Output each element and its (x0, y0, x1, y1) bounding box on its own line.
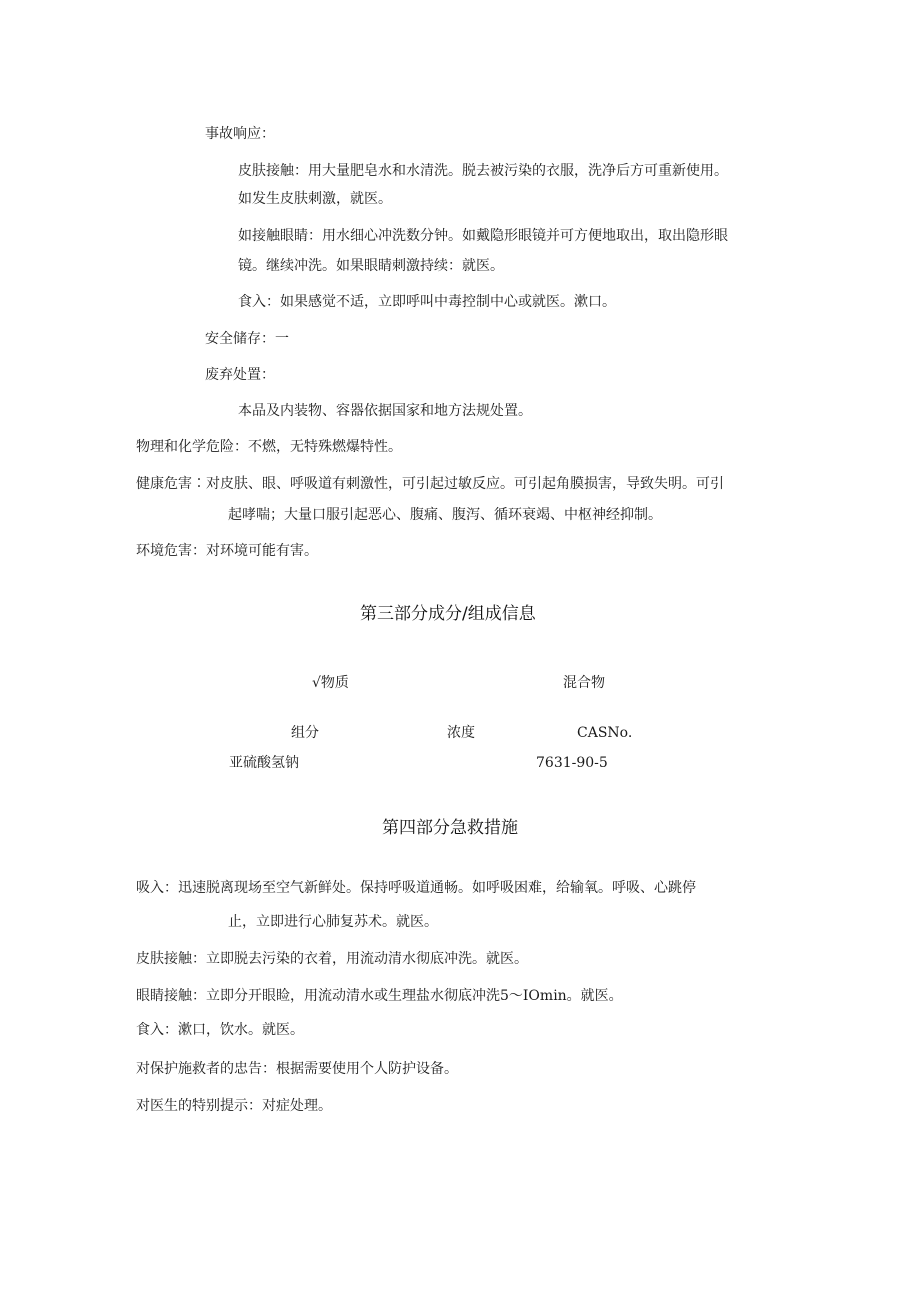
env-hazard: 环境危害：对环境可能有害。 (136, 543, 318, 559)
ingestion-response: 食入：如果感觉不适，立即呼叫中毒控制中心或就医。漱口。 (238, 294, 616, 310)
health-hazard-line-1: 健康危害∶对皮肤、眼、呼吸道有刺激性，可引起过敏反应。可引起角膜损害，导致失明。可引 (136, 476, 724, 492)
safe-storage: 安全储存：一 (205, 331, 289, 347)
col-concentration: 浓度 (447, 725, 475, 741)
rescuer-advice: 对保护施救者的忠告：根据需要使用个人防护设备。 (136, 1061, 458, 1077)
component-cas: 7631-90-5 (536, 755, 608, 771)
mixture-label: 混合物 (563, 675, 605, 691)
inhalation-line-2: 止，立即进行心肺复苏术。就医。 (228, 914, 438, 930)
component-name: 亚硫酸氢钠 (229, 755, 299, 771)
first-aid-eye: 眼睛接触：立即分开眼睑，用流动清水或生理盐水彻底冲洗5〜IOmin。就医。 (136, 988, 623, 1004)
section4-title: 第四部分急救措施 (382, 818, 518, 838)
section3-title: 第三部分成分/组成信息 (360, 604, 536, 624)
eye-contact-line-2: 镜。继续冲洗。如果眼睛刺激持续：就医。 (238, 258, 504, 274)
col-component: 组分 (291, 725, 319, 741)
health-hazard-line-2: 起哮喘；大量口服引起恶心、腹痛、腹泻、循环衰竭、中枢神经抑制。 (228, 507, 662, 523)
first-aid-skin: 皮肤接触：立即脱去污染的衣着，用流动清水彻底冲洗。就医。 (136, 951, 528, 967)
skin-contact-line-1: 皮肤接触：用大量肥皂水和水清洗。脱去被污染的衣服，洗净后方可重新使用。 (238, 163, 728, 179)
first-aid-ingestion: 食入：漱口，饮水。就医。 (136, 1022, 304, 1038)
inhalation-line-1: 吸入：迅速脱离现场至空气新鲜处。保持呼吸道通畅。如呼吸困难，给输氧。呼吸、心跳停 (136, 880, 696, 896)
substance-checkbox-label: √物质 (312, 675, 349, 691)
skin-contact-line-2: 如发生皮肤刺激，就医。 (238, 191, 392, 207)
col-cas: CASNo. (577, 725, 633, 741)
disposal-text: 本品及内装物、容器依据国家和地方法规处置。 (238, 403, 532, 419)
physchem-hazard: 物理和化学危险：不燃，无特殊燃爆特性。 (136, 439, 402, 455)
doctor-note: 对医生的特别提示：对症处理。 (136, 1098, 332, 1114)
eye-contact-line-1: 如接触眼睛：用水细心冲洗数分钟。如戴隐形眼镜并可方便地取出，取出隐形眼 (238, 228, 728, 244)
accident-response-label: 事故响应： (205, 126, 275, 142)
disposal-label: 废弃处置： (205, 367, 275, 383)
